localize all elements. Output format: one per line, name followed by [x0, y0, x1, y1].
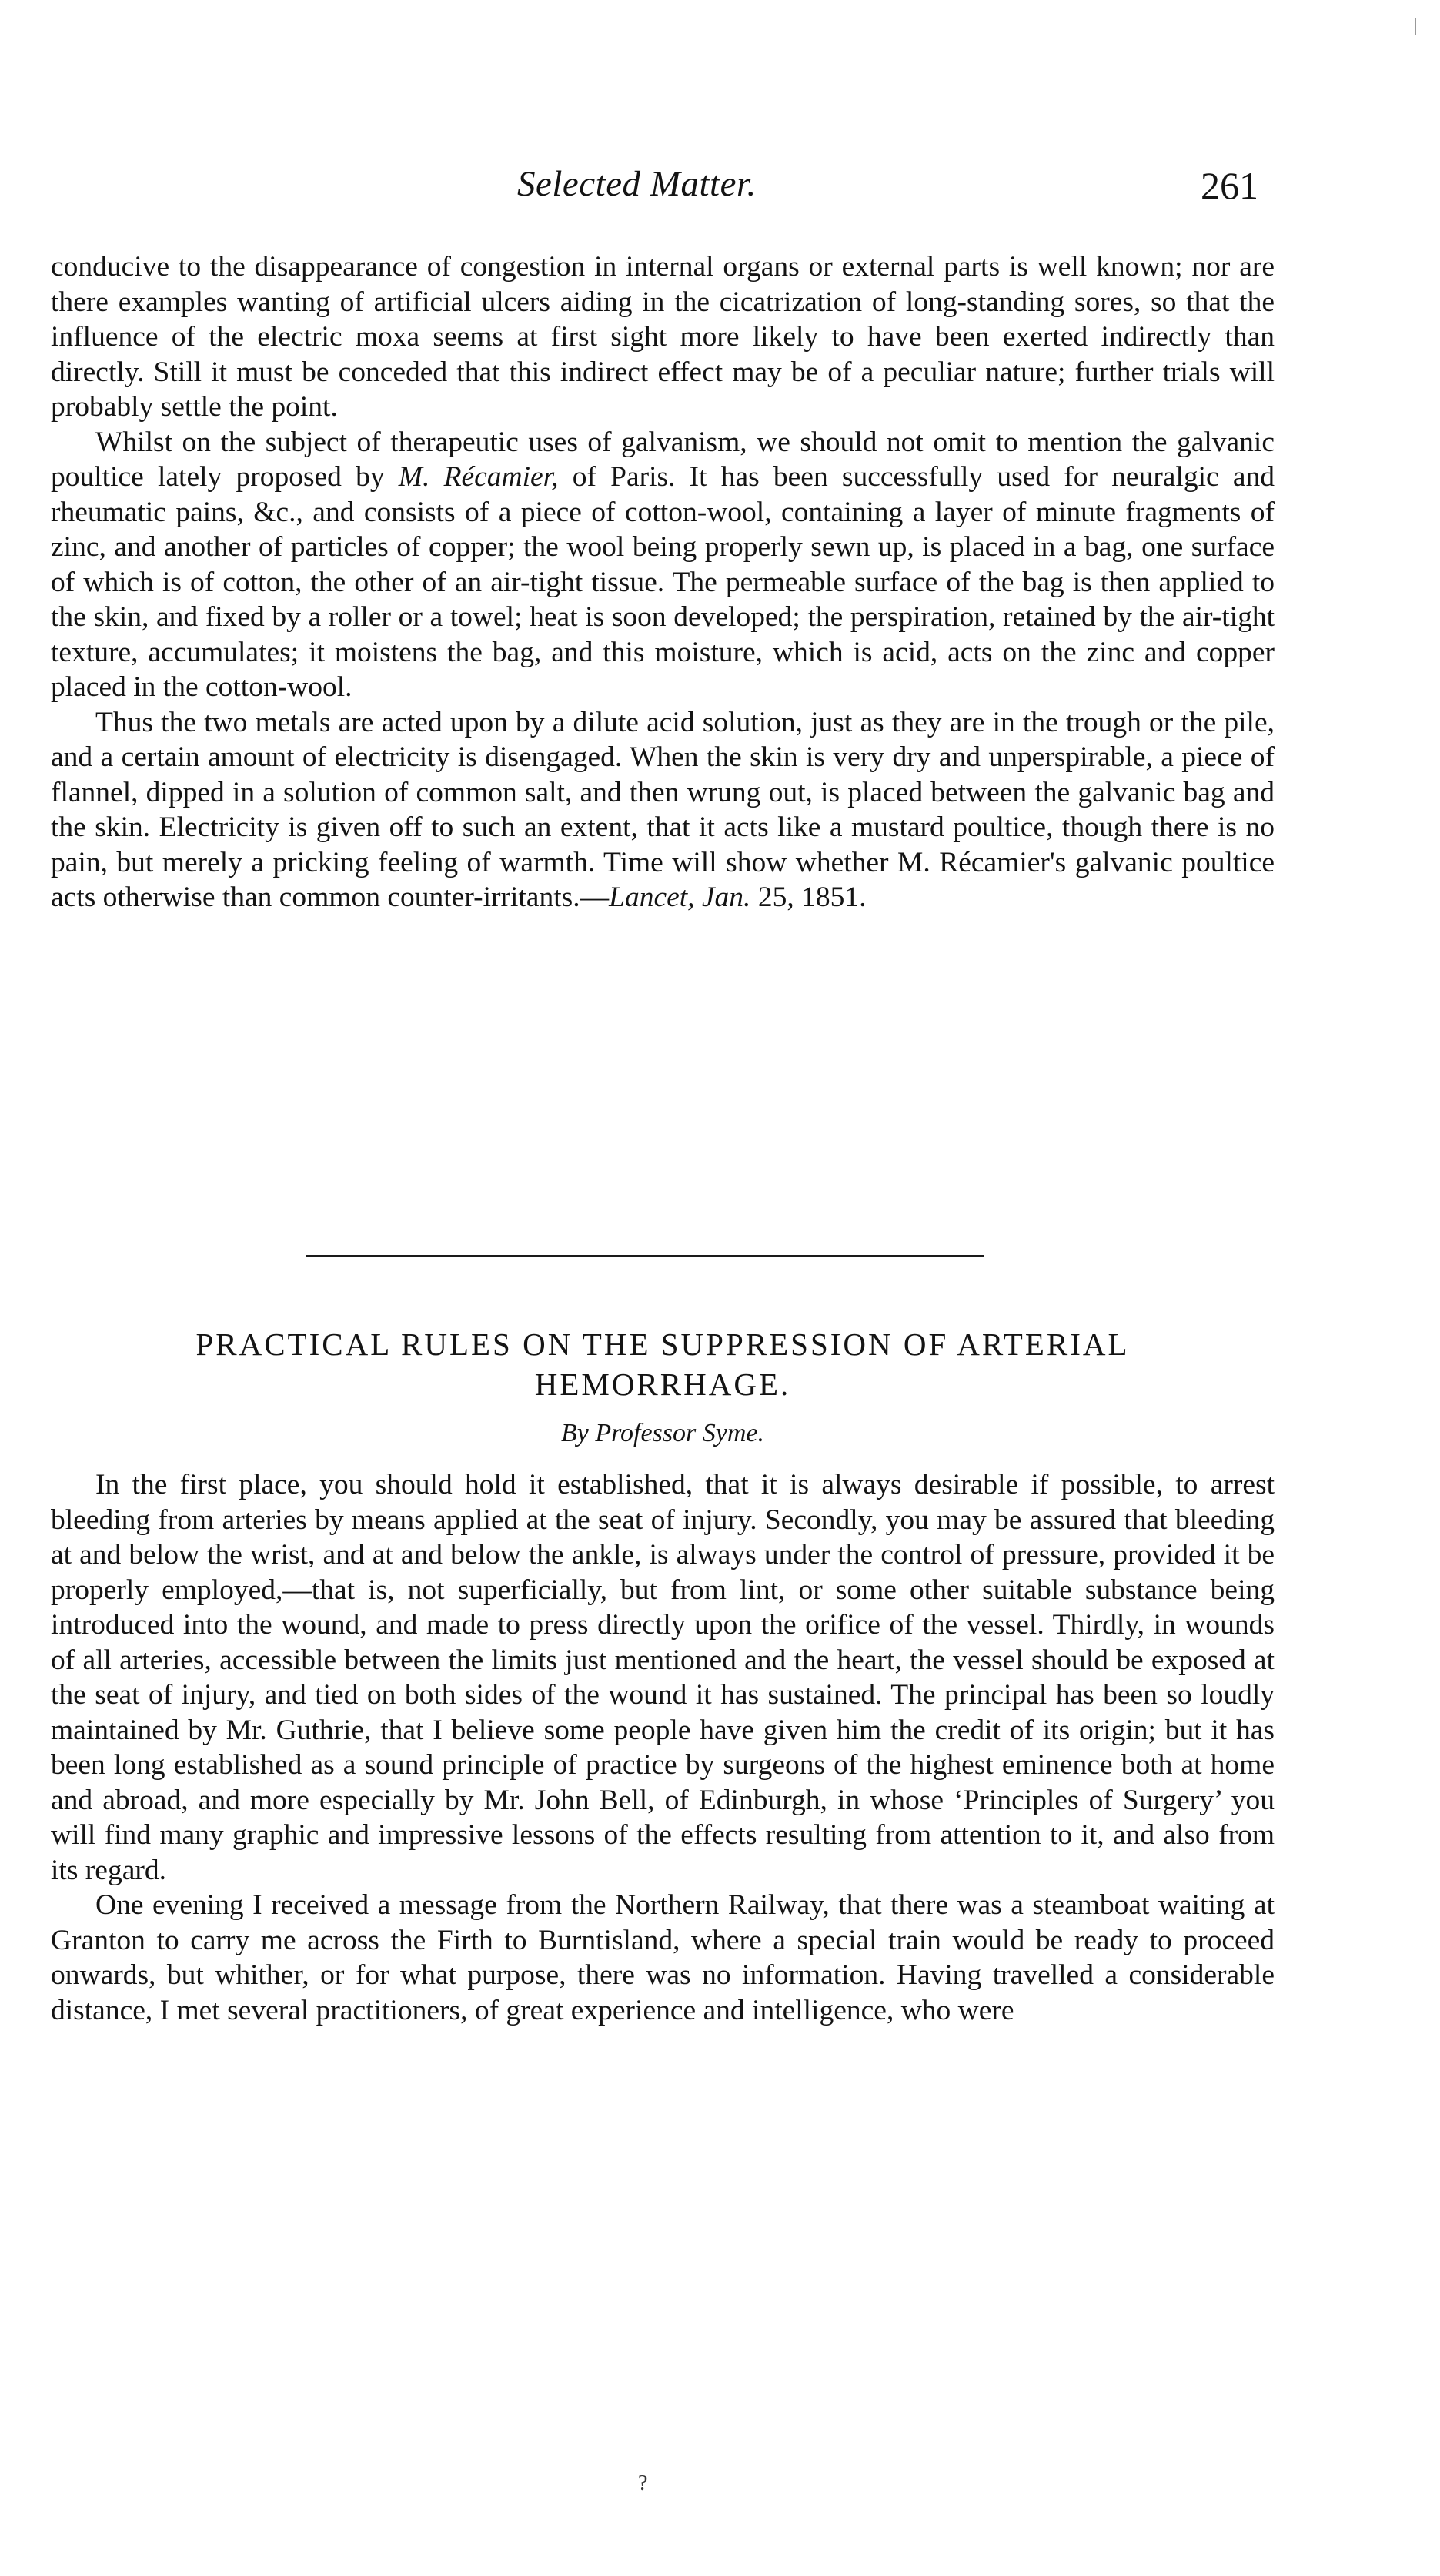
paragraph-evening-message: One evening I received a message from the Northern Railway, that there was a steamboat waiting at Granton to carry me across the Firth to Burntisland, where a special train would be ready to proceed onwards, but whither, or for what purpose, there was no information. Having travelled a considerable distance, I met several practitioners, of great experience and intelligence, who were: [51, 1889, 1275, 2026]
poultice-intro-text: Whilst on the subject of therapeutic uses of galvanism, we should not omit to mention the galvanic poultice lately proposed by: [51, 426, 1275, 493]
running-head-title: Selected Matter.: [517, 164, 757, 204]
citation-source: Lancet, Jan.: [609, 882, 751, 913]
footer-signature-mark: ?: [638, 2471, 648, 2495]
recamier-name: M. Récamier,: [398, 461, 559, 493]
paragraph-two-metals: [51, 705, 1275, 915]
two-metals-text: Thus the two metals are acted upon by a dilute acid solution, just as they are in the trough or the pile, and a certain amount of electricity is disengaged. When the skin is very dry and unperspirable, a piece of flannel, dipped in a solution of common salt, and then wrung out, is placed between the galvanic bag and the skin. Electricity is given off to such an extent, that it acts like a mustard poultice, though there is no pain, but merely a pricking feeling of warmth. Time will show whether M. Récamier's galvanic poultice acts otherwise than common counter-irritants.—: [51, 706, 1275, 913]
poultice-description-text: of Paris. It has been successfully used for neuralgic and rheumatic pains, &c., and consists of a piece of cotton-wool, containing a layer of minute fragments of zinc, and another of particles of copper; the wool being properly sewn up, is placed in a bag, one surface of which is of cotton, the other of an air-tight tissue. The permeable surface of the bag is then applied to the skin, and fixed by a roller or a towel; heat is soon developed; the perspiration, retained by the air-tight texture, accumulates; it moistens the bag, and this moisture, which is acid, acts on the zinc and copper placed in the cotton-wool.: [51, 461, 1275, 703]
paragraph-congestion: conducive to the disappearance of congestion in internal organs or external parts is well known; nor are there examples wanting of artificial ulcers aiding in the cicatrization of long-standing sores, so that the influence of the electric moxa seems at first sight more likely to have been exerted indirectly than directly. Still it must be conceded that this indirect effect may be of a peculiar nature; further trials will probably settle the point.: [51, 251, 1275, 423]
article-body: [51, 1467, 1275, 2028]
scan-edge-mark: [1415, 18, 1416, 35]
section-galvanism: [51, 249, 1275, 915]
paragraph-rules: In the first place, you should hold it established, that it is always desirable if possible, to arrest bleeding from arteries by means applied at the seat of injury. Secondly, you may be assured that bleeding at and below the wrist, and at and below the ankle, is always under the control of pressure, provided it be properly employed,—that is, not superficially, but from lint, or some other suitable substance being introduced into the wound, and made to press directly upon the orifice of the vessel. Thirdly, in wounds of all arteries, accessible between the limits just mentioned and the heart, the vessel should be exposed at the seat of injury, and tied on both sides of the wound it has sustained. The principal has been so loudly maintained by Mr. Guthrie, that I believe some people have given him the credit of its origin; but it has been long established as a sound principle of practice by surgeons of the highest eminence both at home and abroad, and more especially by Mr. John Bell, of Edinburgh, in whose ‘Principles of Surgery’ you will find many graphic and impressive lessons of the effects resulting from attention to it, and also from its regard.: [51, 1469, 1275, 1886]
running-head: [0, 163, 1440, 217]
article-title: [51, 1324, 1275, 1404]
paragraph-galvanic-poultice: [51, 425, 1275, 705]
page-number: 261: [1201, 164, 1258, 207]
article-title-line-1: PRACTICAL RULES ON THE SUPPRESSION OF ARTERIAL: [195, 1326, 1130, 1362]
article-byline: By Professor Syme.: [560, 1419, 765, 1447]
article-title-line-2: HEMORRHAGE.: [534, 1367, 791, 1402]
section-divider: [306, 1255, 984, 1257]
citation-date: 25, 1851.: [757, 882, 867, 913]
